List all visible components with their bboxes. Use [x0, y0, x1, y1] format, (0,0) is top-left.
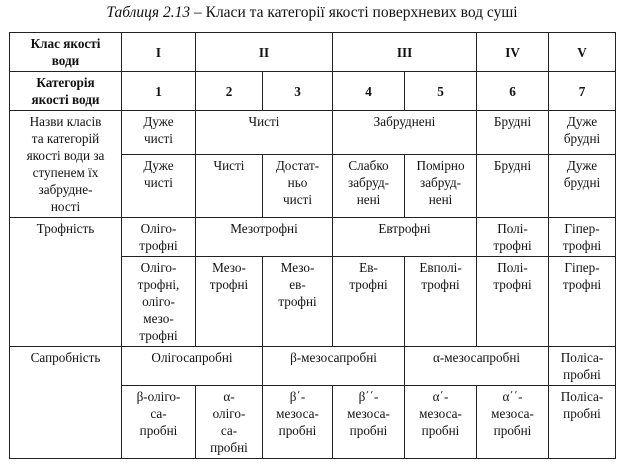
trophic-category-cell: Мезо- ев- трофні: [263, 257, 333, 347]
names-class-cell: Брудні: [477, 111, 549, 155]
saprobic-category-cell: α΄΄- мезоса- пробні: [477, 386, 549, 459]
names-category-cell: Слабко забруд- нені: [333, 154, 405, 217]
category-cell: 4: [333, 72, 405, 111]
category-header-label: Категорія якості води: [10, 72, 122, 111]
names-category-cell: Дуже чисті: [122, 154, 196, 217]
saprobic-category-cell: β-оліго- са- пробні: [122, 386, 196, 459]
category-cell: 3: [263, 72, 333, 111]
trophic-class-cell: Мезотрофні: [196, 218, 333, 257]
category-cell: 1: [122, 72, 196, 111]
names-class-cell: Чисті: [196, 111, 333, 155]
category-header-row: [10, 72, 616, 111]
category-cell: 5: [405, 72, 477, 111]
saprobic-category-cell: Поліса- пробні: [549, 386, 616, 459]
trophic-class-cell: Гіпер- трофні: [549, 218, 616, 257]
class-cell: III: [333, 33, 477, 72]
saprobic-category-cell: α΄- мезоса- пробні: [405, 386, 477, 459]
names-category-cell: Чисті: [196, 154, 263, 217]
saprobic-category-cell: α- оліго- са- пробні: [196, 386, 263, 459]
category-cell: 6: [477, 72, 549, 111]
saprobic-category-cell: β΄΄- мезоса- пробні: [333, 386, 405, 459]
caption-title: Класи та категорії якості поверхневих вод суші: [205, 4, 518, 21]
saprobic-class-cell: β-мезосапробні: [263, 347, 405, 386]
class-cell: II: [196, 33, 333, 72]
trophic-category-cell: Оліго- трофні, оліго- мезо- трофні: [122, 257, 196, 347]
saprobic-row-label: Сапробність: [10, 347, 122, 459]
names-category-cell: Достат- ньо чисті: [263, 154, 333, 217]
class-cell: V: [549, 33, 616, 72]
trophic-category-cell: Гіпер- трофні: [549, 257, 616, 347]
names-category-cell: Брудні: [477, 154, 549, 217]
saprobic-class-row: [10, 347, 616, 386]
class-cell: IV: [477, 33, 549, 72]
trophic-row-label: Трофність: [10, 218, 122, 347]
category-cell: 7: [549, 72, 616, 111]
water-quality-table: [9, 32, 616, 459]
class-cell: I: [122, 33, 196, 72]
names-class-cell: Забруднені: [333, 111, 477, 155]
names-row-label: Назви класів та категорій якості води за ступенем їх забрудне- ності: [10, 111, 122, 218]
trophic-class-cell: Полі- трофні: [477, 218, 549, 257]
names-class-row: [10, 111, 616, 155]
trophic-class-cell: Евтрофні: [333, 218, 477, 257]
trophic-category-cell: Ев- трофні: [333, 257, 405, 347]
saprobic-category-cell: β΄- мезоса- пробні: [263, 386, 333, 459]
trophic-category-cell: Полі- трофні: [477, 257, 549, 347]
caption-dash: –: [190, 4, 206, 21]
saprobic-class-cell: Олігосапробні: [122, 347, 263, 386]
caption-number: Таблиця 2.13: [106, 4, 191, 21]
names-class-cell: Дуже чисті: [122, 111, 196, 155]
table-caption: [0, 3, 624, 23]
trophic-category-cell: Мезо- трофні: [196, 257, 263, 347]
saprobic-class-cell: Поліса- пробні: [549, 347, 616, 386]
class-header-label: Клас якості води: [10, 33, 122, 72]
category-cell: 2: [196, 72, 263, 111]
trophic-class-cell: Оліго- трофні: [122, 218, 196, 257]
trophic-category-cell: Евполі- трофні: [405, 257, 477, 347]
names-class-cell: Дуже брудні: [549, 111, 616, 155]
saprobic-class-cell: α-мезосапробні: [405, 347, 549, 386]
trophic-class-row: [10, 218, 616, 257]
names-category-cell: Дуже брудні: [549, 154, 616, 217]
class-header-row: [10, 33, 616, 72]
names-category-cell: Помірно забруд- нені: [405, 154, 477, 217]
